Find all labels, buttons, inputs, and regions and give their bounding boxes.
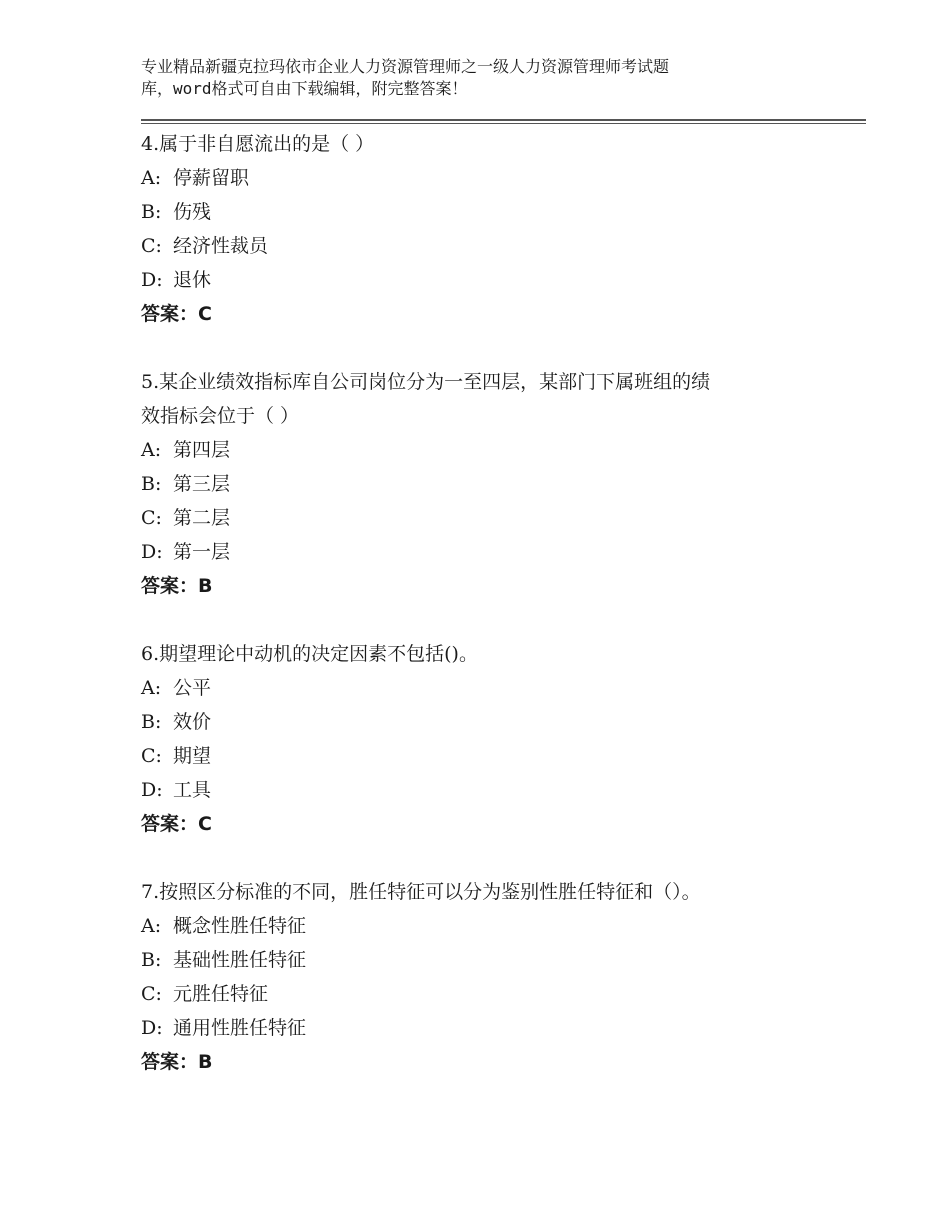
question-stem: 7.按照区分标准的不同，胜任特征可以分为鉴别性胜任特征和（）。 <box>141 881 701 903</box>
option-c <box>141 977 841 1011</box>
option-a <box>141 161 841 195</box>
option-label: D: <box>141 541 163 563</box>
option-label: A: <box>141 915 162 937</box>
option-label: C: <box>141 745 162 767</box>
option-text: 公平 <box>173 677 212 699</box>
option-text: 退休 <box>173 269 212 291</box>
option-text: 伤残 <box>173 201 212 223</box>
spacer <box>141 603 841 637</box>
option-label: B: <box>141 949 162 971</box>
option-c <box>141 229 841 263</box>
option-text: 概念性胜任特征 <box>173 915 307 937</box>
spacer <box>141 841 841 875</box>
question-block <box>141 875 841 1079</box>
option-b <box>141 467 841 501</box>
option-label: A: <box>141 439 162 461</box>
option-text: 第三层 <box>173 473 231 495</box>
option-text: 经济性裁员 <box>173 235 269 257</box>
option-text: 基础性胜任特征 <box>173 949 307 971</box>
document-header <box>141 56 781 100</box>
question-stem: 4.属于非自愿流出的是（ ） <box>141 133 375 155</box>
option-b <box>141 195 841 229</box>
option-c <box>141 501 841 535</box>
option-label: D: <box>141 1017 163 1039</box>
answer-line: 答案：B <box>141 1051 213 1073</box>
question-block <box>141 365 841 603</box>
question-block <box>141 127 841 331</box>
header-divider-thin <box>141 123 866 124</box>
answer-line: 答案：C <box>141 813 212 835</box>
option-c <box>141 739 841 773</box>
option-label: C: <box>141 983 162 1005</box>
option-d <box>141 1011 841 1045</box>
option-label: B: <box>141 711 162 733</box>
option-d <box>141 773 841 807</box>
option-label: B: <box>141 201 162 223</box>
option-label: D: <box>141 779 163 801</box>
answer-line: 答案：C <box>141 303 212 325</box>
option-a <box>141 433 841 467</box>
option-d <box>141 535 841 569</box>
option-a <box>141 909 841 943</box>
option-a <box>141 671 841 705</box>
option-text: 第四层 <box>173 439 231 461</box>
question-list <box>141 127 841 1079</box>
option-label: B: <box>141 473 162 495</box>
header-line-1: 专业精品新疆克拉玛依市企业人力资源管理师之一级人力资源管理师考试题 <box>141 57 670 76</box>
header-line-2: 库，word格式可自由下载编辑，附完整答案！ <box>141 79 468 98</box>
option-label: D: <box>141 269 163 291</box>
option-text: 期望 <box>173 745 212 767</box>
spacer <box>141 331 841 365</box>
option-label: C: <box>141 507 162 529</box>
option-text: 第二层 <box>173 507 231 529</box>
option-text: 工具 <box>173 779 212 801</box>
option-b <box>141 943 841 977</box>
question-stem: 5.某企业绩效指标库自公司岗位分为一至四层，某部门下属班组的绩 <box>141 371 711 393</box>
option-label: A: <box>141 167 162 189</box>
option-text: 第一层 <box>173 541 231 563</box>
option-label: C: <box>141 235 162 257</box>
option-text: 通用性胜任特征 <box>173 1017 307 1039</box>
answer-line: 答案：B <box>141 575 213 597</box>
option-text: 效价 <box>173 711 212 733</box>
option-b <box>141 705 841 739</box>
question-block <box>141 637 841 841</box>
question-stem-continued: 效指标会位于（ ） <box>141 405 300 427</box>
option-label: A: <box>141 677 162 699</box>
option-d <box>141 263 841 297</box>
header-divider-thick <box>141 119 866 121</box>
question-stem: 6.期望理论中动机的决定因素不包括()。 <box>141 643 478 665</box>
option-text: 停薪留职 <box>173 167 250 189</box>
option-text: 元胜任特征 <box>173 983 269 1005</box>
